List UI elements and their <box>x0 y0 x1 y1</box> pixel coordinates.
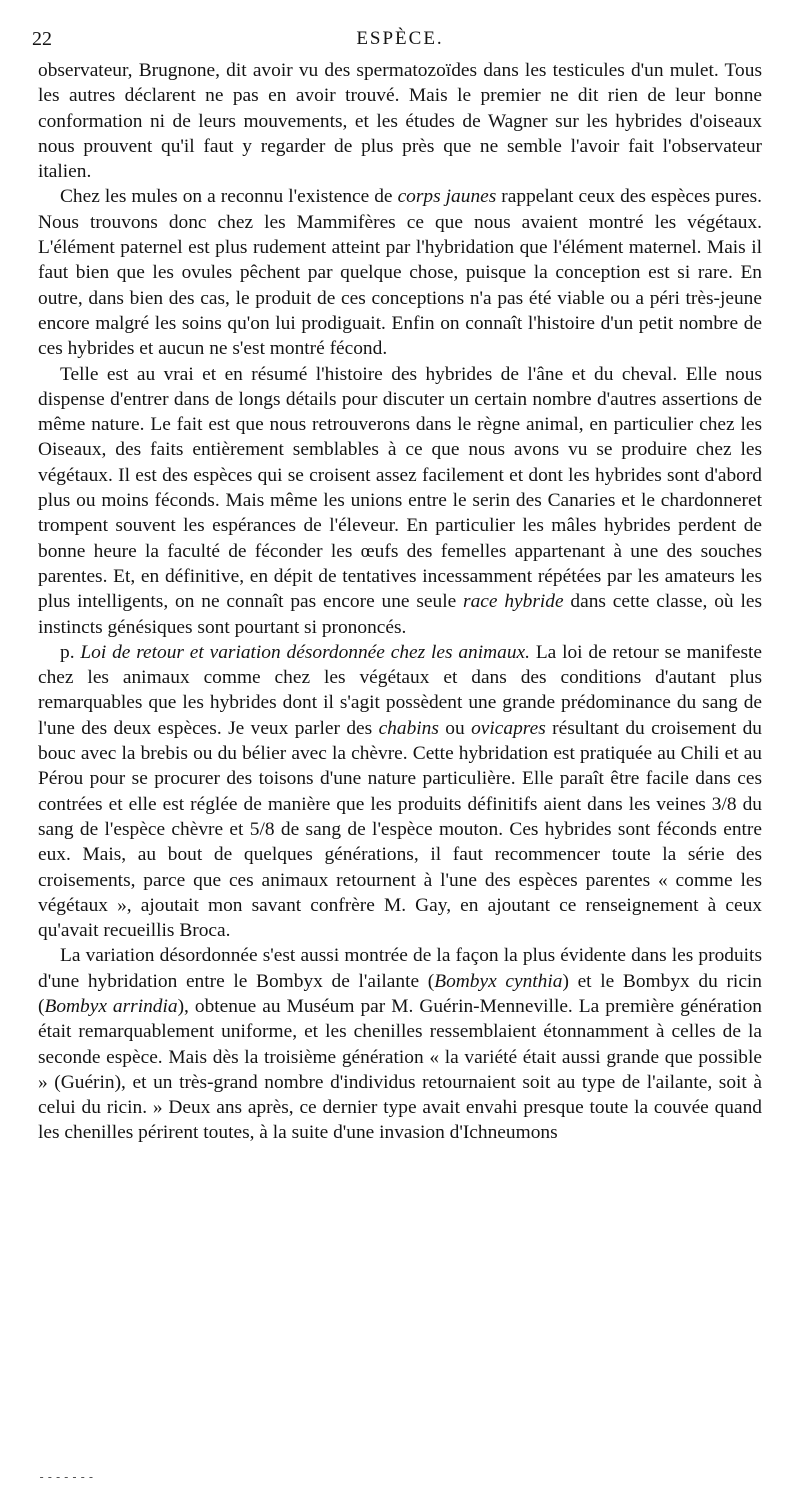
text-run: dans cette classe, où les instincts génésiques sont pourtant si prononcés. <box>38 591 762 638</box>
running-title: ESPÈCE. <box>356 28 444 49</box>
paragraph <box>38 58 762 184</box>
body-text <box>38 58 762 1146</box>
text-run: Telle est au vrai et en résumé l'histoire des hybrides de l'âne et du cheval. Elle nous dispense d'entrer dans de longs détails pour discuter un certain nombre d'autres assertions de même nature. Le fait est que nous retrouverons dans le règne animal, en particulier chez les Oiseaux, des faits entièrement semblables à ce que nous avons vu se produire chez les végétaux. Il est des espèces qui se croisent assez facilement et dont les hybrides sont d'abord plus ou moins féconds. Mais même les unions entre le serin des Canaries et le chardonneret trompent souvent les espérances de l'éleveur. En particulier les mâles hybrides perdent de bonne heure la faculté de féconder les œufs des femelles appartenant à une des souches parentes. Et, en définitive, en dépit de tentatives incessamment répétées par les amateurs les plus intelligents, on ne connaît pas encore une seule <box>38 363 762 613</box>
italic-text: Bombyx cynthia <box>434 970 563 992</box>
italic-text: corps jaunes <box>397 186 497 208</box>
text-run: ), obtenue au Muséum par M. Guérin-Menneville. La première génération était remarquablement uniforme, et les chenilles ressemblaient étonnamment à celles de la seconde espèce. Mais dès la troisième génération « la variété était aussi grande que possible » (Guérin), et un très-grand nombre d'individus retournaient soit au type de l'ailante, soit à celui du ricin. » Deux ans après, ce dernier type avait envahi presque toute la couvée quand les chenilles périrent toutes, à la suite d'une invasion d'Ichneumons <box>38 995 762 1144</box>
text-run: rappelant ceux des espèces pures. Nous trouvons donc chez les Mammifères ce que nous avaient montré les végétaux. L'élément paternel est plus rudement atteint par l'hybridation que l'élément maternel. Mais il faut bien que les ovules pêchent par quelque chose, puisque la conception est si rare. En outre, dans bien des cas, le produit de ces conceptions n'a pas été viable ou a péri très-jeune encore malgré les soins qu'on lui prodiguait. Enfin on connaît l'histoire d'un petit nombre de ces hybrides et aucun ne s'est montré fécond. <box>38 186 763 360</box>
paragraph <box>38 640 762 944</box>
text-run: La variation désordonnée s'est aussi montrée de la façon la plus évidente dans les produits d'une hybridation entre le Bombyx de l'ailante ( <box>38 945 762 992</box>
footnote-rule: ------- <box>38 1470 96 1484</box>
italic-text: chabins <box>378 717 439 739</box>
text-run: p. <box>60 641 81 663</box>
text-run: ) et le Bombyx du ricin ( <box>38 970 763 1017</box>
text-run: ou <box>438 717 472 739</box>
paragraph <box>38 184 762 361</box>
italic-text: race hybride <box>463 591 564 613</box>
italic-text: Loi de retour et variation désordonnée chez les animaux. <box>80 641 530 663</box>
text-run: observateur, Brugnone, dit avoir vu des spermatozoïdes dans les testicules d'un mulet. Tous les autres déclarent ne pas en avoir trouvé. Mais le premier ne dit rien de leur bonne conformation ni de leurs mouvements, et les études de Wagner sur les hybrides d'oiseaux nous prouvent qu'il faut y regarder de plus près que ne semble l'avoir fait l'observateur italien. <box>38 60 762 183</box>
page-number: 22 <box>32 28 52 50</box>
text-run: résultant du croisement du bouc avec la brebis ou du bélier avec la chèvre. Cette hybridation est pratiquée au Chili et au Pérou pour se procurer des toisons d'une nature particulière. Elle paraît être facile dans ces contrées et elle est réglée de manière que les produits définitifs aient dans les veines 3/8 du sang de l'espèce chèvre et 5/8 de sang de l'espèce mouton. Ces hybrides sont féconds entre eux. Mais, au bout de quelques générations, il faut recommencer toute la série des croisements, parce que ces animaux retournent à l'une des espèces parentes « comme les végétaux », ajoutait mon savant confrère M. Gay, en ajoutant ce renseignement à ceux qu'avait recueillis Broca. <box>38 717 762 942</box>
paragraph <box>38 943 762 1145</box>
italic-text: ovicapres <box>471 717 546 739</box>
page-header <box>32 28 762 58</box>
document-page <box>32 28 763 1146</box>
text-run: Chez les mules on a reconnu l'existence de <box>60 186 398 208</box>
text-run: La loi de retour se manifeste chez les animaux comme chez les végétaux et dans des conditions d'autant plus remarquables que les hybrides dont il s'agit possèdent une grande prédominance du sang de l'une des deux espèces. Je veux parler des <box>38 641 763 739</box>
paragraph <box>38 362 762 640</box>
italic-text: Bombyx arrindia <box>44 995 178 1017</box>
